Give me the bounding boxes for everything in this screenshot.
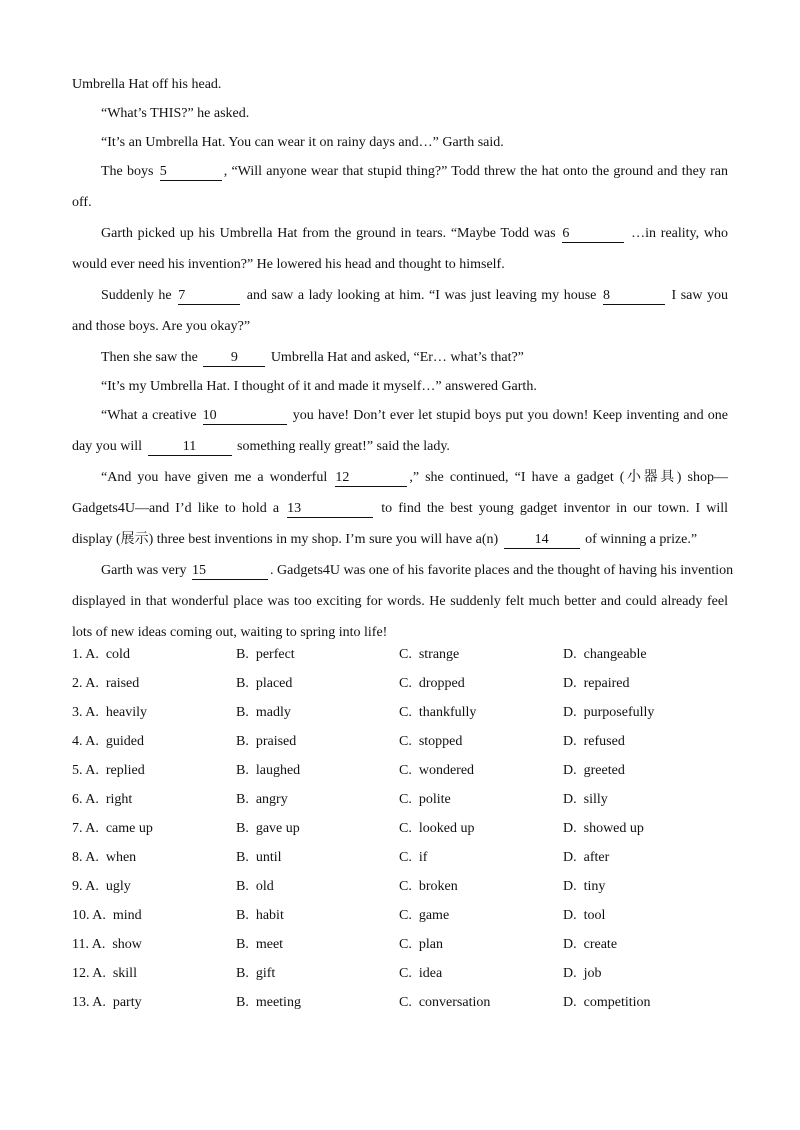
passage-text: . Gadgets4U was one of his favorite places and the thought of having his invention [270,563,734,578]
passage-text: Gadgets4U—and I’d like to hold a [72,501,280,516]
blank-10: 10 [203,407,287,425]
passage-text: Garth picked up his Umbrella Hat from the ground in tears. “Maybe Todd was [101,226,556,241]
answer-option [72,787,132,813]
passage-text: Umbrella Hat off his head. [72,77,222,92]
passage-text: Suddenly he [101,288,172,303]
option-letter: B. [236,705,249,720]
option-letter: B. [236,763,249,778]
option-letter: B. [236,995,249,1010]
answer-option [236,787,288,813]
passage-text: would ever need his invention?” He lowered his head and thought to himself. [72,257,505,272]
answer-option [72,816,153,842]
option-letter: B. [236,676,249,691]
answer-option [399,845,427,871]
option-letter: 7. A. [72,821,99,836]
option-text: greeted [583,763,625,778]
option-text: stopped [418,734,463,749]
option-letter: 8. A. [72,850,99,865]
option-letter: D. [563,792,577,807]
passage-line [72,527,728,558]
answer-option [236,961,275,987]
option-letter: 2. A. [72,676,99,691]
answer-option [399,990,490,1016]
option-text: mind [112,908,142,923]
option-text: cold [105,647,130,662]
passage-text: I saw you [671,288,729,303]
answer-option [399,903,449,929]
answer-option [236,932,283,958]
option-text: until [255,850,282,865]
answer-option [399,729,462,755]
option-text: show [112,937,142,952]
option-text: guided [105,734,144,749]
answer-option [72,845,136,871]
passage-line [72,465,728,496]
passage-text: Umbrella Hat and asked, “Er… what’s that?” [270,350,524,365]
option-letter: D. [563,705,577,720]
blank-5: 5 [160,163,222,181]
option-text: heavily [105,705,148,720]
blank-12: 12 [335,469,407,487]
option-text: game [418,908,450,923]
passage-text: Garth was very [101,563,187,578]
option-letter: B. [236,879,249,894]
passage-line [72,314,728,345]
option-letter: C. [399,908,412,923]
answer-option [399,642,459,668]
answer-option [399,874,458,900]
answer-option [399,700,476,726]
option-text: gave up [255,821,300,836]
answer-option [72,700,147,726]
option-text: refused [583,734,625,749]
question-row [72,845,732,874]
question-row [72,932,732,961]
blank-14: 14 [504,531,580,549]
option-letter: C. [399,792,412,807]
answer-option [563,787,608,813]
option-letter: 13. A. [72,995,106,1010]
answer-option [236,758,300,784]
option-letter: C. [399,763,412,778]
answer-option [399,961,442,987]
passage-text: and saw a lady looking at him. “I was just leaving my house [246,288,597,303]
option-letter: B. [236,937,249,952]
answer-option [563,729,625,755]
reading-passage [72,72,734,651]
passage-line [72,159,728,190]
option-letter: D. [563,821,577,836]
answer-option [563,816,644,842]
passage-line [72,221,728,252]
answer-option [236,700,291,726]
passage-line [72,345,728,374]
option-letter: C. [399,705,412,720]
option-text: tiny [583,879,606,894]
passage-text: lots of new ideas coming out, waiting to spring into life! [72,625,388,640]
option-text: looked up [418,821,475,836]
option-text: habit [255,908,284,923]
blank-13: 13 [287,500,373,518]
question-row [72,874,732,903]
passage-text: Then she saw the [101,350,198,365]
option-text: ugly [105,879,131,894]
blank-11: 11 [148,438,232,456]
option-text: replied [105,763,145,778]
passage-text: …in reality, who [631,226,729,241]
answer-option [563,700,654,726]
answer-option [563,990,651,1016]
blank-7: 7 [178,287,240,305]
option-letter: C. [399,966,412,981]
blank-6: 6 [562,225,624,243]
passage-line [72,589,728,620]
passage-text: “What a creative [101,408,197,423]
option-text: silly [583,792,608,807]
option-letter: 6. A. [72,792,99,807]
passage-text: displayed in that wonderful place was too exciting for words. He suddenly felt much better and could already feel [72,594,728,609]
passage-text: The boys [101,164,154,179]
question-row [72,671,732,700]
option-text: idea [418,966,443,981]
option-letter: D. [563,995,577,1010]
answer-options [72,642,732,1019]
option-text: when [105,850,137,865]
option-letter: D. [563,966,577,981]
blank-9: 9 [203,349,265,367]
option-text: laughed [255,763,301,778]
option-letter: D. [563,908,577,923]
answer-option [236,903,284,929]
answer-option [236,874,274,900]
answer-option [236,845,282,871]
answer-option [399,932,443,958]
answer-option [563,758,625,784]
answer-option [399,787,451,813]
answer-option [72,729,144,755]
passage-text: of winning a prize.” [585,532,698,547]
option-text: broken [418,879,458,894]
option-letter: 11. A. [72,937,106,952]
option-letter: 10. A. [72,908,106,923]
passage-line [72,374,728,403]
passage-line [72,252,728,283]
answer-option [236,671,292,697]
answer-option [72,932,142,958]
passage-text: something really great!” said the lady. [237,439,450,454]
option-letter: 4. A. [72,734,99,749]
answer-option [563,642,647,668]
option-text: polite [418,792,451,807]
option-letter: C. [399,647,412,662]
passage-line [72,434,728,465]
option-letter: C. [399,676,412,691]
option-text: purposefully [583,705,655,720]
blank-15: 15 [192,562,268,580]
answer-option [72,671,139,697]
option-text: raised [105,676,140,691]
option-text: wondered [418,763,475,778]
answer-option [72,961,137,987]
passage-line [72,101,728,130]
answer-option [399,816,474,842]
option-text: plan [418,937,443,952]
question-row [72,642,732,671]
passage-text: “What’s THIS?” he asked. [101,106,250,121]
option-text: placed [255,676,293,691]
option-text: angry [255,792,288,807]
option-text: job [583,966,602,981]
option-letter: D. [563,676,577,691]
option-letter: 12. A. [72,966,106,981]
option-text: create [583,937,618,952]
option-letter: B. [236,792,249,807]
passage-line [72,403,728,434]
answer-option [72,874,131,900]
option-letter: B. [236,966,249,981]
option-text: changeable [583,647,647,662]
question-row [72,700,732,729]
option-text: thankfully [418,705,477,720]
option-letter: 1. A. [72,647,99,662]
option-letter: 9. A. [72,879,99,894]
option-letter: 5. A. [72,763,99,778]
question-row [72,758,732,787]
passage-text: to find the best young gadget inventor in our town. I will [381,501,729,516]
option-text: repaired [583,676,630,691]
option-text: perfect [255,647,295,662]
answer-option [563,903,605,929]
question-row [72,990,732,1019]
passage-text: you have! Don’t ever let stupid boys put you down! Keep inventing and one [292,408,728,423]
answer-option [563,961,602,987]
answer-option [236,729,296,755]
passage-text: and those boys. Are you okay?” [72,319,251,334]
option-letter: D. [563,647,577,662]
passage-text: “It’s my Umbrella Hat. I thought of it and made it myself…” answered Garth. [101,379,537,394]
option-letter: C. [399,937,412,952]
option-letter: B. [236,850,249,865]
blank-8: 8 [603,287,665,305]
option-text: praised [255,734,297,749]
option-letter: D. [563,850,577,865]
option-letter: D. [563,937,577,952]
option-letter: B. [236,647,249,662]
option-letter: C. [399,995,412,1010]
option-text: after [583,850,610,865]
option-text: meeting [255,995,301,1010]
option-letter: 3. A. [72,705,99,720]
answer-option [72,758,145,784]
question-row [72,816,732,845]
option-text: gift [255,966,276,981]
option-text: party [112,995,142,1010]
answer-option [236,642,295,668]
passage-line [72,190,728,221]
option-text: tool [583,908,606,923]
option-text: skill [112,966,137,981]
option-letter: C. [399,879,412,894]
passage-text: display (展示) three best inventions in my shop. I’m sure you will have a(n) [72,532,499,547]
question-row [72,729,732,758]
answer-option [236,990,301,1016]
passage-line [72,558,734,589]
passage-text: off. [72,195,92,210]
answer-option [399,758,474,784]
passage-line [72,496,728,527]
option-letter: B. [236,734,249,749]
passage-text: “It’s an Umbrella Hat. You can wear it on rainy days and…” Garth said. [101,135,504,150]
option-text: showed up [583,821,644,836]
option-text: old [255,879,274,894]
answer-option [72,903,142,929]
option-letter: C. [399,850,412,865]
option-letter: B. [236,908,249,923]
question-row [72,787,732,816]
answer-option [563,932,617,958]
option-text: if [418,850,428,865]
question-row [72,903,732,932]
passage-text: , “Will anyone wear that stupid thing?” Todd threw the hat onto the ground and they ran [223,164,728,179]
answer-option [563,874,605,900]
passage-text: ,” she continued, “I have a gadget (小器具) shop— [409,470,728,485]
option-text: meet [255,937,284,952]
passage-line [72,72,728,101]
option-text: competition [583,995,651,1010]
option-letter: D. [563,879,577,894]
answer-option [399,671,465,697]
question-row [72,961,732,990]
option-letter: B. [236,821,249,836]
answer-option [72,642,130,668]
option-text: right [105,792,133,807]
answer-option [563,671,629,697]
answer-option [563,845,609,871]
option-text: conversation [418,995,491,1010]
passage-line [72,130,728,159]
option-letter: D. [563,734,577,749]
passage-text: “And you have given me a wonderful [101,470,328,485]
answer-option [72,990,142,1016]
option-text: strange [418,647,460,662]
option-text: dropped [418,676,465,691]
answer-option [236,816,300,842]
passage-text: day you will [72,439,142,454]
option-letter: D. [563,763,577,778]
option-letter: C. [399,734,412,749]
option-text: came up [105,821,153,836]
option-letter: C. [399,821,412,836]
passage-line [72,283,728,314]
option-text: madly [255,705,291,720]
